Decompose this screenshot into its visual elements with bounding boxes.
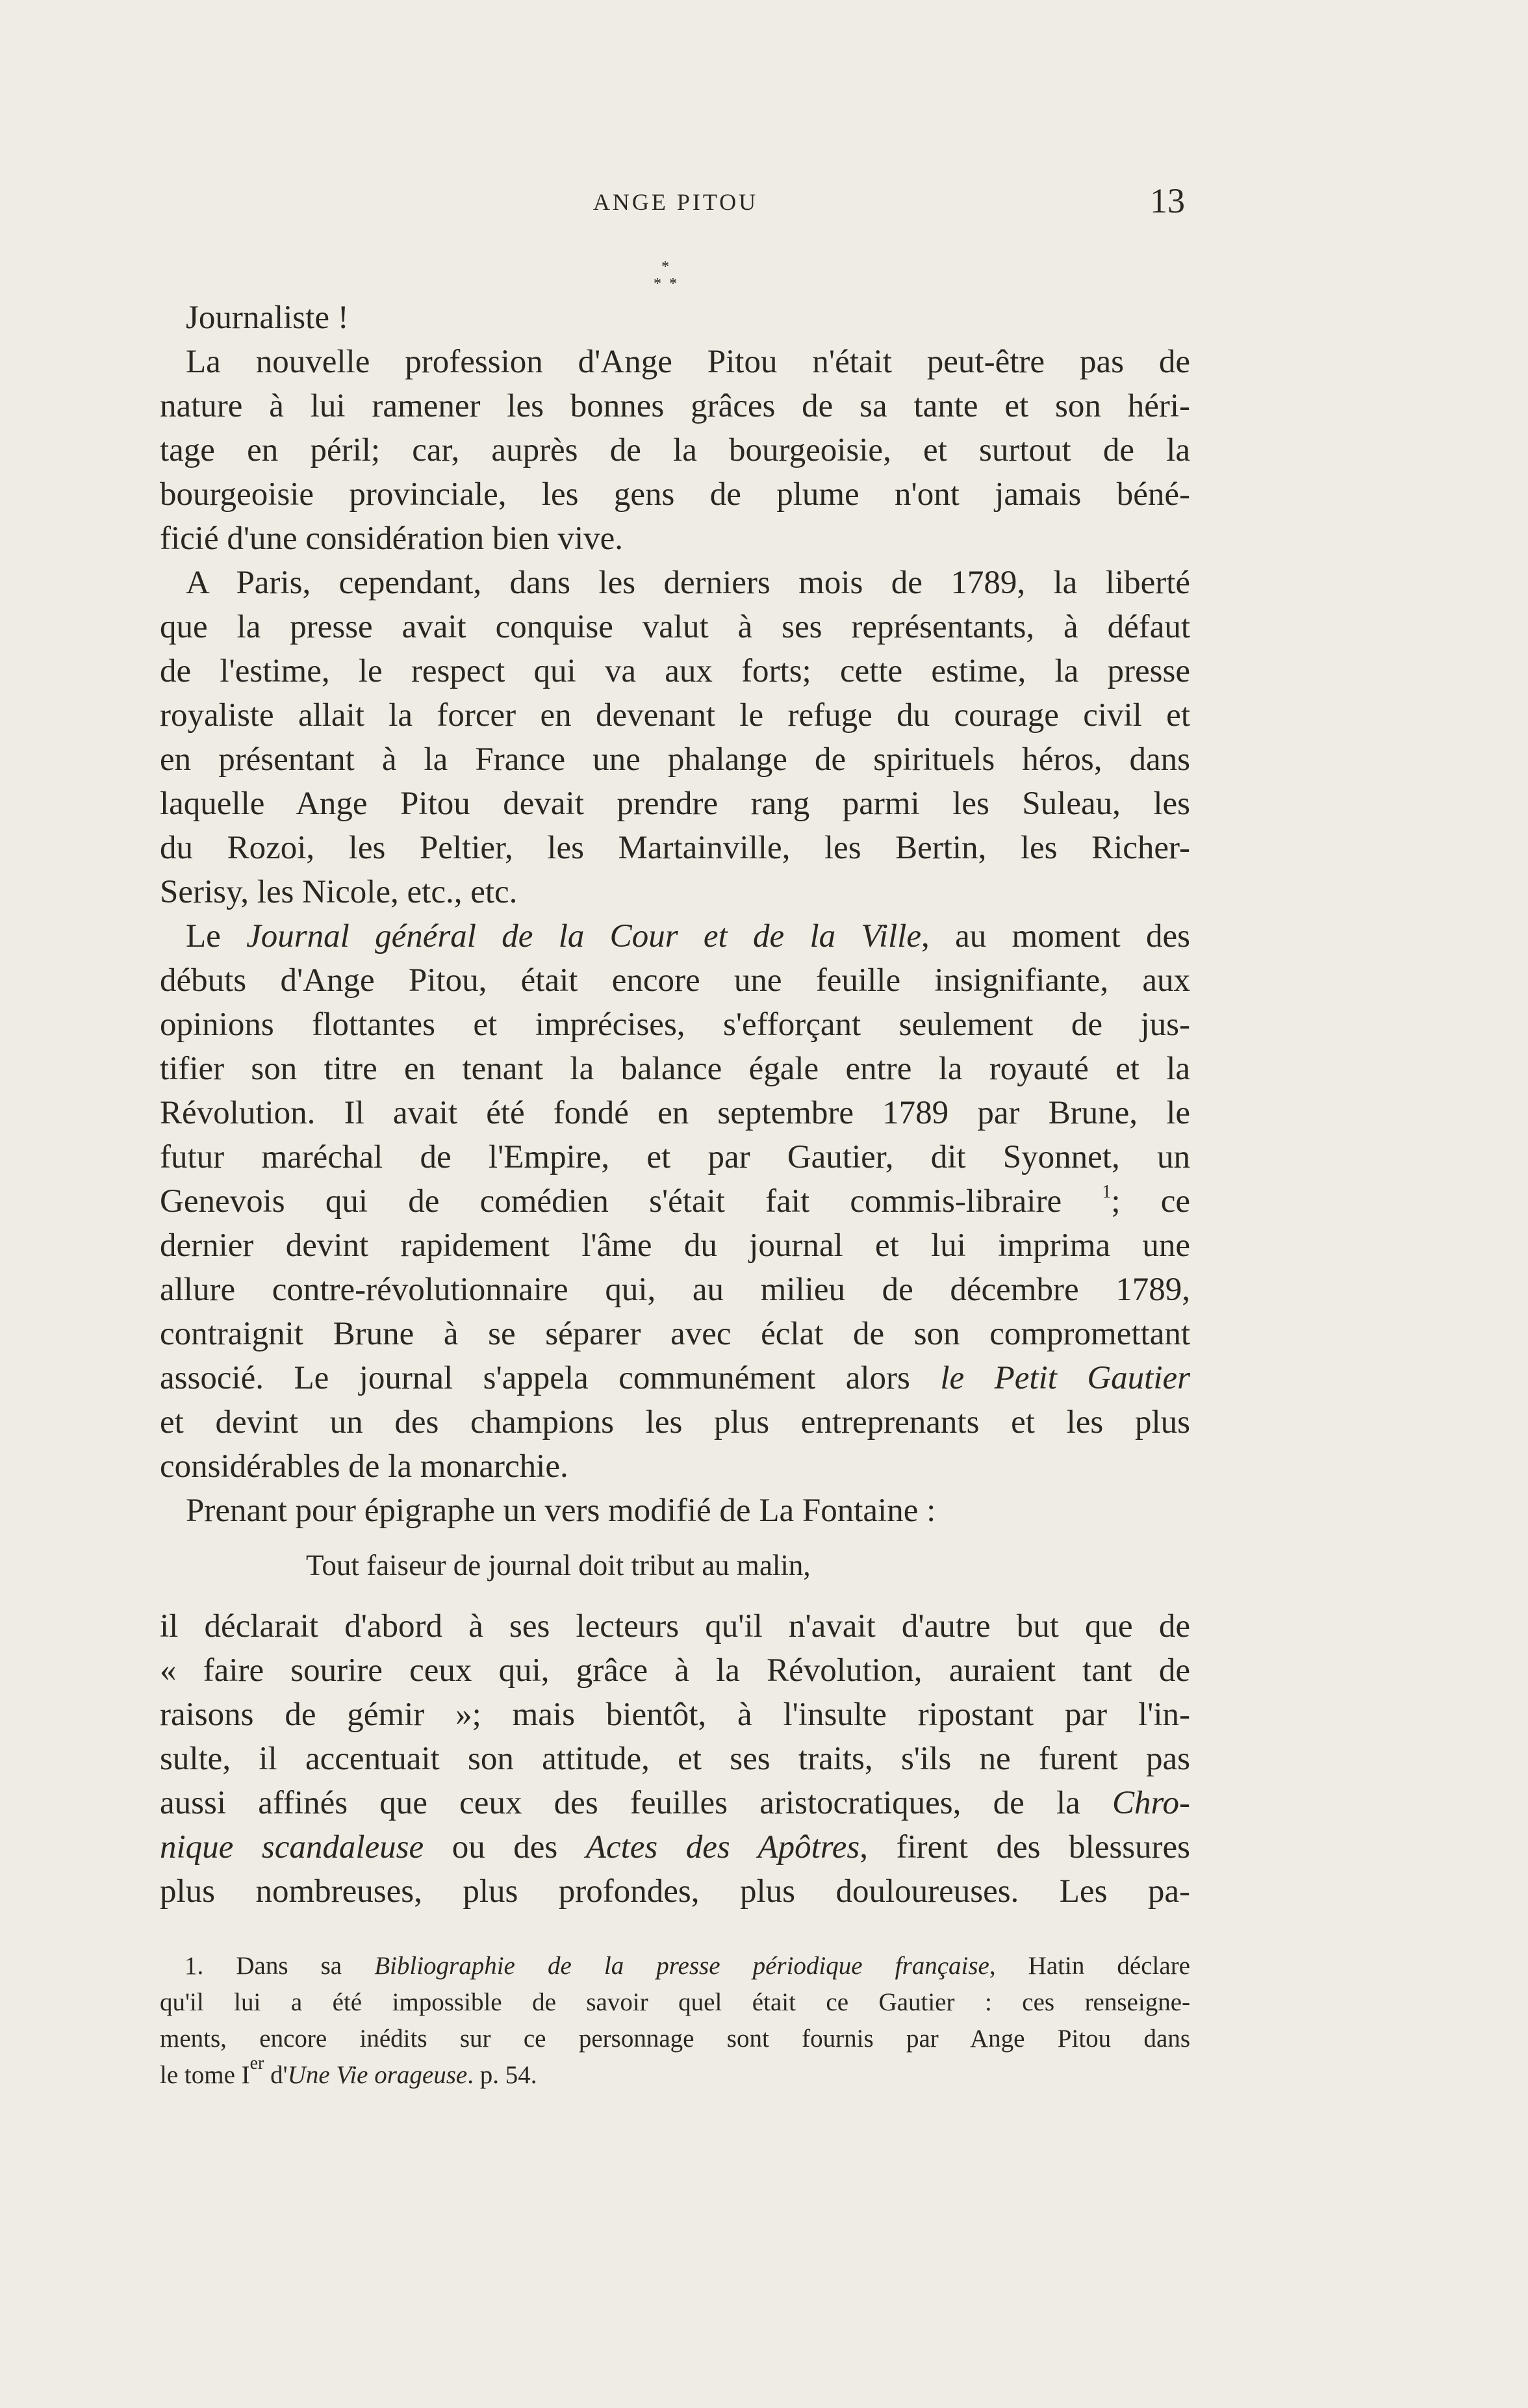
text-run: d' [264,2061,288,2089]
text-run: raisons de gémir »; mais bientôt, à l'insulte ripostant par l'in- [160,1697,1190,1733]
text-line [160,296,1190,340]
text-run: Genevois qui de comédien s'était fait commis-libraire [160,1183,1102,1220]
italic-title: nique scandaleuse [160,1829,424,1865]
text-run: Le [186,918,247,954]
text-line [160,826,1190,870]
italic-title: Actes des Apôtres [585,1829,860,1865]
page-number: 13 [1150,181,1185,220]
text-line [160,1604,1190,1648]
text-run: Révolution. Il avait été fondé en septembre 1789 par Brune, le [160,1095,1190,1131]
text-line [160,1781,1190,1825]
text-run: 1. Dans sa [185,1952,375,1980]
text-run: Journaliste ! [186,300,349,336]
asterism-top-star: * [661,259,669,275]
text-run: qu'il lui a été impossible de savoir quel était ce Gautier : ces renseigne- [160,1988,1190,2016]
text-run: opinions flottantes et imprécises, s'efforçant seulement de jus- [160,1006,1190,1043]
footnote-line [160,2021,1190,2057]
text-line [160,561,1190,605]
superscript: er [249,2053,264,2073]
text-line [160,1268,1190,1312]
text-run: bourgeoisie provinciale, les gens de plume n'ont jamais béné- [160,476,1190,513]
footnotes [160,1948,1190,2094]
text-line [160,1179,1190,1223]
text-line [160,384,1190,428]
text-run: laquelle Ange Pitou devait prendre rang parmi les Suleau, les [160,786,1190,822]
text-run: royaliste allait la forcer en devenant le refuge du courage civil et [160,697,1190,734]
text-line [160,782,1190,826]
text-run: plus nombreuses, plus profondes, plus douloureuses. Les pa- [160,1873,1190,1910]
footnote-line [160,1948,1190,1984]
text-run: Tout faiseur de journal doit tribut au malin, [306,1549,811,1582]
text-run: débuts d'Ange Pitou, était encore une feuille insignifiante, aux [160,962,1190,999]
text-run: que la presse avait conquise valut à ses représentants, à défaut [160,609,1190,645]
text-run: ficié d'une considération bien vive. [160,520,624,557]
text-run: ; ce [1111,1183,1190,1220]
text-line [160,517,1190,561]
italic-title: Une Vie orageuse [287,2061,468,2089]
asterism-bottom-stars: * * [654,275,677,292]
text-run: , au moment des [921,918,1190,954]
text-line [160,1135,1190,1179]
text-line [160,605,1190,649]
text-run: sulte, il accentuait son attitude, et ses traits, s'ils ne furent pas [160,1741,1190,1777]
text-line [160,1003,1190,1047]
text-line [160,1444,1190,1489]
text-run: , firent des blessures [860,1829,1191,1865]
text-run: contraignit Brune à se séparer avec éclat de son compromettant [160,1316,1190,1352]
text-run: A Paris, cependant, dans les derniers mois de 1789, la liberté [186,565,1190,601]
text-line [160,1047,1190,1091]
text-run: tage en péril; car, auprès de la bourgeoisie, et surtout de la [160,432,1190,468]
text-line [160,693,1190,737]
text-line [160,428,1190,472]
text-run: le tome I [160,2061,250,2089]
text-run: du Rozoi, les Peltier, les Martainville, les Bertin, les Richer- [160,830,1190,866]
body-text [160,296,1190,1914]
text-line [160,340,1190,384]
text-run: associé. Le journal s'appela communément alors [160,1360,941,1396]
italic-title: Chro- [1112,1785,1190,1821]
text-line [160,1737,1190,1781]
text-line [160,1400,1190,1444]
superscript: 1 [1102,1182,1112,1202]
text-line [160,1091,1190,1135]
section-asterism [639,259,691,292]
text-run: en présentant à la France une phalange de spirituels héros, dans [160,741,1190,778]
text-line [160,1648,1190,1693]
text-line [160,1533,1190,1590]
text-run: aussi affinés que ceux des feuilles aristocratiques, de la [160,1785,1113,1821]
italic-title: Journal général de la Cour et de la Ville [246,918,921,954]
text-run: Serisy, les Nicole, etc., etc. [160,874,518,910]
footnote-line [160,2053,1190,2094]
text-line [160,1869,1190,1914]
text-run: considérables de la monarchie. [160,1448,568,1485]
text-line [160,870,1190,914]
italic-title: Bibliographie de la presse périodique française [374,1952,989,1980]
italic-title: le Petit Gautier [940,1360,1190,1396]
text-run: Prenant pour épigraphe un vers modifié de La Fontaine : [186,1492,936,1529]
text-run: allure contre-révolutionnaire qui, au milieu de décembre 1789, [160,1272,1190,1308]
footnote-line [160,1984,1190,2021]
text-run: nature à lui ramener les bonnes grâces de sa tante et son héri- [160,388,1190,424]
text-run: ou des [424,1829,586,1865]
running-title: ANGE PITOU [592,189,759,215]
text-line [160,1356,1190,1400]
text-line [160,737,1190,782]
text-run: tifier son titre en tenant la balance égale entre la royauté et la [160,1051,1190,1087]
text-run: , Hatin déclare [989,1952,1190,1980]
text-line [160,1223,1190,1268]
text-line [160,1693,1190,1737]
text-run: il déclarait d'abord à ses lecteurs qu'il n'avait d'autre but que de [160,1608,1190,1645]
text-run: et devint un des champions les plus entreprenants et les plus [160,1404,1190,1441]
text-run: de l'estime, le respect qui va aux forts; cette estime, la presse [160,653,1190,689]
text-run: « faire sourire ceux qui, grâce à la Révolution, auraient tant de [160,1652,1190,1689]
text-line [160,958,1190,1003]
text-run: dernier devint rapidement l'âme du journal et lui imprima une [160,1227,1190,1264]
text-line [160,1312,1190,1356]
text-line [160,914,1190,958]
text-line [160,1825,1190,1869]
text-line [160,649,1190,693]
text-run: futur maréchal de l'Empire, et par Gautier, dit Syonnet, un [160,1139,1190,1175]
text-line [160,1489,1190,1533]
text-run: ments, encore inédits sur ce personnage sont fournis par Ange Pitou dans [160,2025,1190,2053]
text-run: La nouvelle profession d'Ange Pitou n'était peut-être pas de [186,344,1190,380]
text-line [160,472,1190,517]
text-run: . p. 54. [467,2061,537,2089]
